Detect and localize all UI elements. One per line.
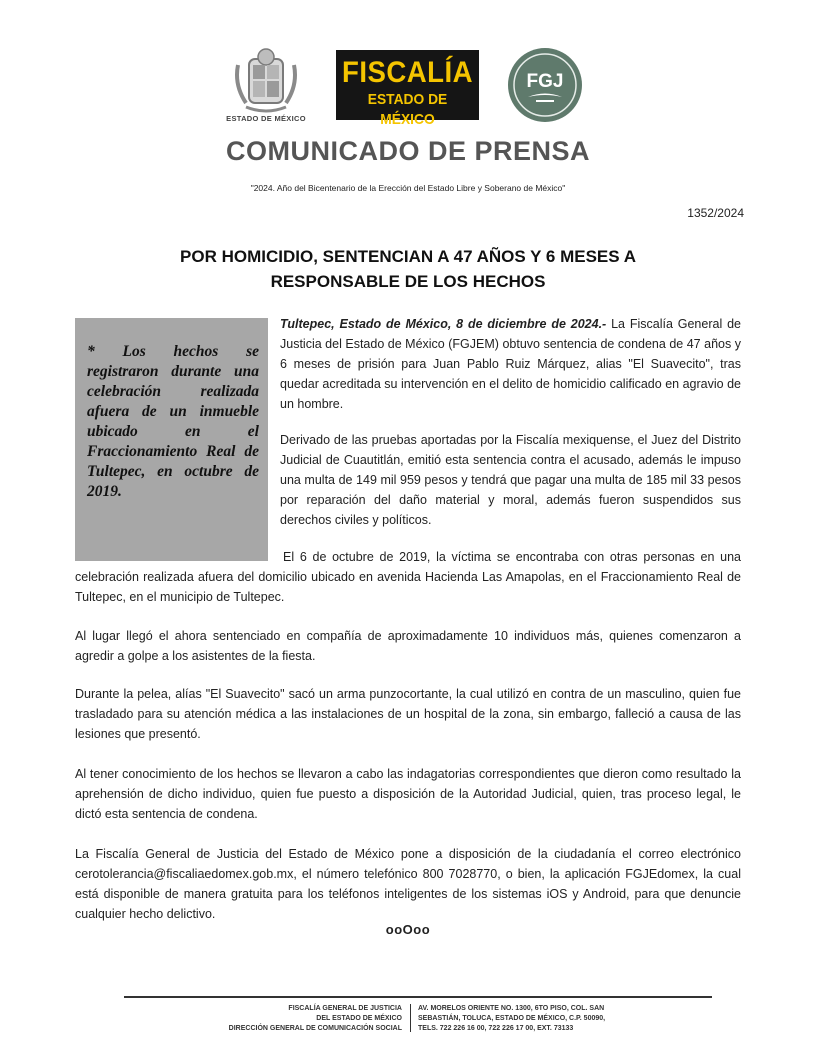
footer-institution-line-2: DEL ESTADO DE MÉXICO — [316, 1015, 402, 1022]
seal-caption: ESTADO DE MÉXICO — [226, 114, 306, 123]
headline — [80, 244, 736, 294]
footer-institution — [150, 1004, 402, 1034]
footer-address — [418, 1004, 678, 1034]
paragraph-6: Al tener conocimiento de los hechos se llevaron a cabo las indagatorias correspondientes que dieron como resultado la aprehensión de dicho individuo, quien fue puesto a disposición de la Autoridad Judicial, quien, tras proceso legal, le dictó esta sentencia de condena. — [75, 767, 741, 821]
fgj-logo-text: FGJ — [526, 71, 564, 92]
dateline: Tultepec, Estado de México, 8 de diciembre de 2024.- — [280, 317, 607, 331]
footer-institution-line-3: DIRECCIÓN GENERAL DE COMUNICACIÓN SOCIAL — [228, 1025, 402, 1032]
fiscalia-logo — [336, 50, 479, 128]
footer-address-line-3: TELS. 722 226 16 00, 722 226 17 00, EXT. 73133 — [418, 1025, 574, 1032]
estado-de-mexico-seal — [232, 45, 300, 115]
fiscalia-logo-line2: ESTADO DE MÉXICO — [367, 91, 448, 128]
footer-divider — [410, 1004, 411, 1032]
headline-line-1: POR HOMICIDIO, SENTENCIAN A 47 AÑOS Y 6 MESES A — [180, 247, 636, 266]
paragraph-1 — [280, 314, 741, 414]
press-release-title: COMUNICADO DE PRENSA — [225, 136, 591, 166]
fgj-logo — [506, 46, 584, 124]
sidebar-summary: * Los hechos se registraron durante una celebración realizada afuera de un inmueble ubicado en el Fraccionamiento Real de Tultepec, en octubre de 2019. — [87, 343, 259, 500]
paragraph-5: Durante la pelea, alías "El Suavecito" sacó un arma punzocortante, la cual utilizó en contra de un masculino, quien fue trasladado para su atención médica a las instalaciones de un hospital de la zona, sin embargo, falleció a causa de las lesiones que presentó. — [75, 687, 741, 741]
paragraph-7: La Fiscalía General de Justicia del Estado de México pone a disposición de la ciudadanía el correo electrónico cerotolerancia@fiscaliaedomex.gob.mx, el número telefónico 800 7028770, o bien, la aplicación FGJEdomex, la cual está disponible de manera gratuita para los teléfonos inteligentes de los sistemas iOS y Android, para que denuncie cualquier hecho delictivo. — [75, 847, 741, 921]
paragraph-2: Derivado de las pruebas aportadas por la Fiscalía mexiquense, el Juez del Distrito Judicial de Cuautitlán, emitió esta sentencia contra el acusado, además le impuso una multa de 149 mil 959 pesos y tendrá que pagar una multa de 185 mil 33 pesos por reparación del daño material y moral, además fueron suspendidos sus derechos civiles y políticos. — [280, 433, 741, 527]
headline-line-2: RESPONSABLE DE LOS HECHOS — [270, 272, 546, 291]
document-number: 1352/2024 — [687, 206, 744, 220]
year-motto: "2024. Año del Bicentenario de la Erección del Estado Libre y Soberano de México" — [250, 183, 566, 193]
paragraph-3: El 6 de octubre de 2019, la víctima se encontraba con otras personas en una celebración realizada afuera del domicilio ubicado en avenida Hacienda Las Amapolas, en el Fraccionamiento Real de Tultepec, en el municipio de Tultepec. — [75, 550, 741, 604]
footer-address-line-2: SEBASTIÁN, TOLUCA, ESTADO DE MÉXICO, C.P. 50090, — [418, 1015, 606, 1022]
fiscalia-logo-line1: FISCALÍA — [342, 56, 473, 89]
closing-mark: ooOoo — [385, 922, 431, 937]
footer-rule — [124, 996, 712, 998]
paragraph-1-text: La Fiscalía General de Justicia del Estado de México (FGJEM) obtuvo sentencia de condena de 47 años y 6 meses de prisión para Juan Pablo Ruiz Márquez, alias "El Suavecito", tras quedar acreditada su intervención en el delito de homicidio calificado en agravio de un hombre. — [280, 317, 741, 411]
footer-institution-line-1: FISCALÍA GENERAL DE JUSTICIA — [288, 1005, 402, 1012]
footer-address-line-1: AV. MORELOS ORIENTE NO. 1300, 6TO PISO, COL. SAN — [418, 1005, 605, 1012]
paragraph-4: Al lugar llegó el ahora sentenciado en compañía de aproximadamente 10 individuos más, quienes comenzaron a agredir a golpe a los asistentes de la fiesta. — [75, 629, 741, 663]
